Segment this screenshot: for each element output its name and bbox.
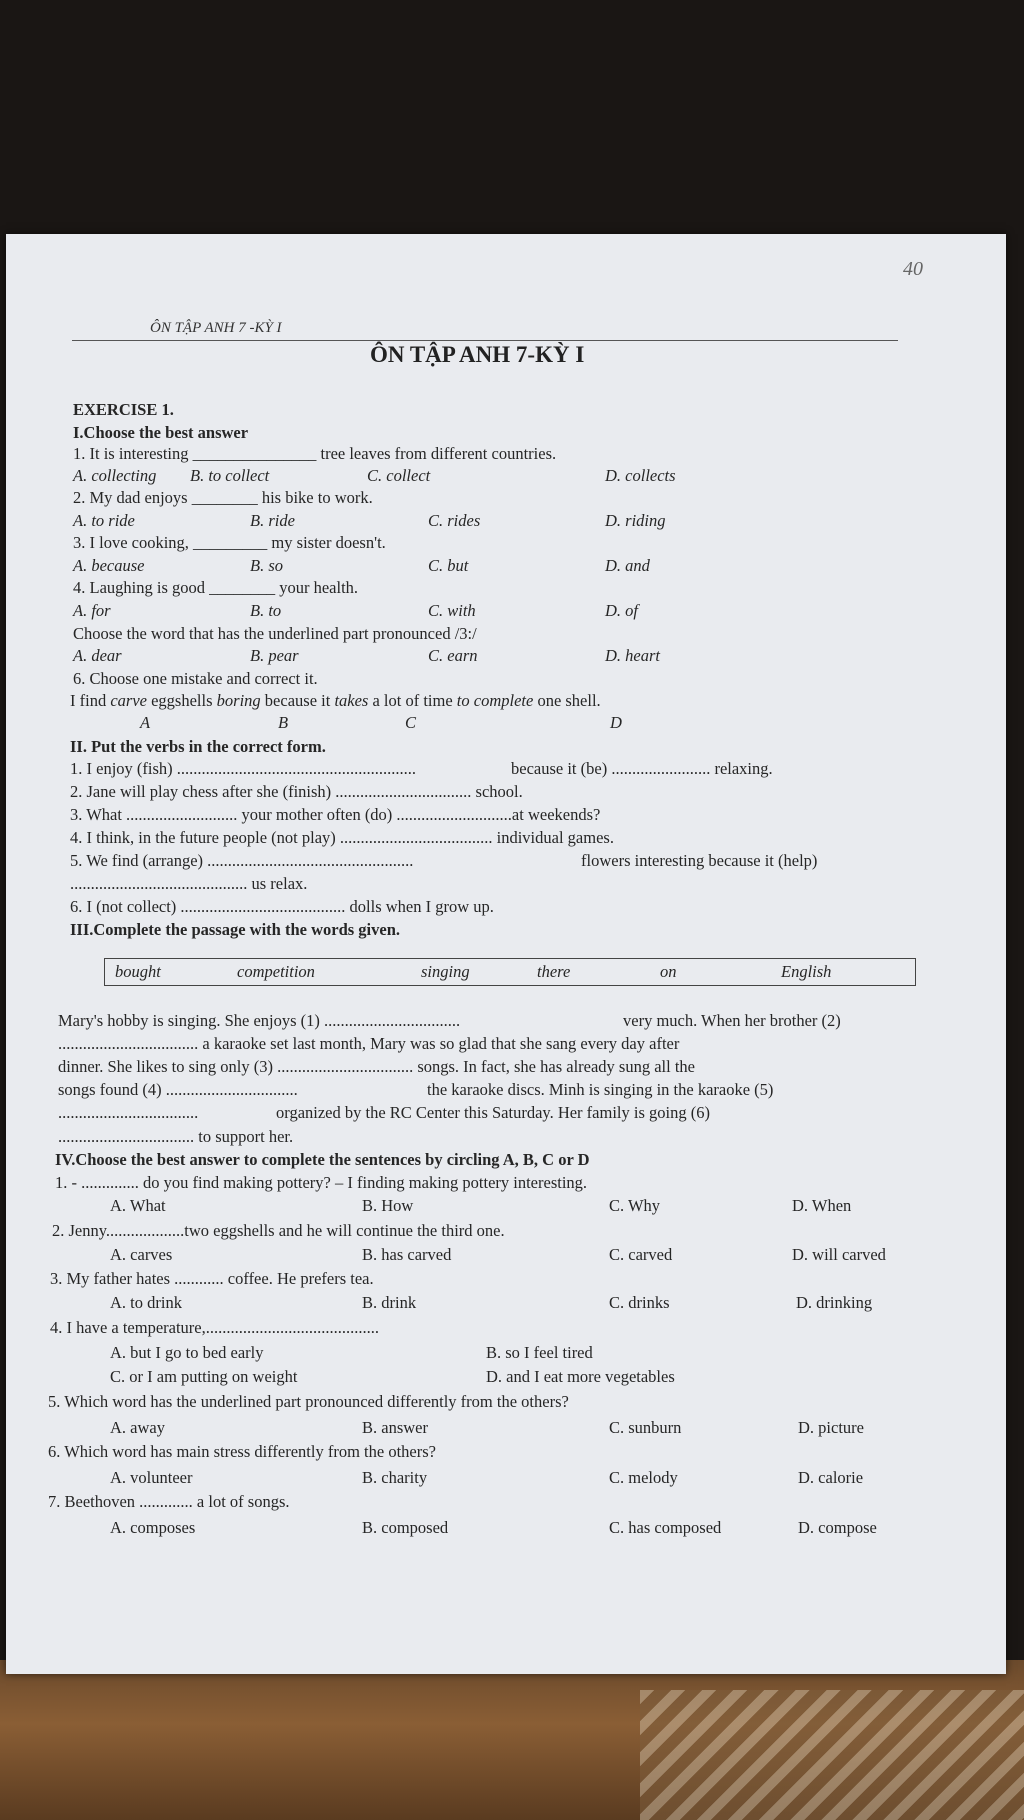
- option-1-2-b: B. ride: [250, 511, 295, 530]
- option-4-6-a: A. volunteer: [110, 1468, 193, 1487]
- word-bank-box: [104, 958, 916, 986]
- passage-line-6: ................................. to support her.: [58, 1127, 294, 1146]
- option-1-1-a: A. collecting: [73, 466, 157, 485]
- option-1-3-b: B. so: [250, 556, 283, 575]
- verb-line-1-end: because it (be) ........................ relaxing.: [511, 759, 773, 778]
- option-1-2-d: D. riding: [605, 511, 666, 530]
- option-1-2-c: C. rides: [428, 511, 481, 530]
- option-4-5-b: B. answer: [362, 1418, 428, 1437]
- option-4-3-b: B. drink: [362, 1293, 417, 1312]
- option-4-2-d: D. will carved: [792, 1245, 886, 1264]
- passage-line-1-end: very much. When her brother (2): [623, 1011, 841, 1030]
- option-4-3-c: C. drinks: [609, 1293, 670, 1312]
- mistake-label-d: D: [610, 713, 622, 732]
- option-1-4-c: C. with: [428, 601, 476, 620]
- question-1-1: 1. It is interesting _______________ tree leaves from different countries.: [73, 444, 557, 463]
- option-4-3-d: D. drinking: [796, 1293, 873, 1312]
- word-bank-item: there: [537, 962, 571, 981]
- option-4-6-b: B. charity: [362, 1468, 428, 1487]
- section-3-heading: III.Complete the passage with the words given.: [70, 920, 400, 939]
- option-4-4-c: C. or I am putting on weight: [110, 1367, 298, 1386]
- option-1-1-b: B. to collect: [190, 466, 270, 485]
- word-bank-item: competition: [237, 962, 315, 981]
- option-4-5-d: D. picture: [798, 1418, 864, 1437]
- option-4-5-c: C. sunburn: [609, 1418, 682, 1437]
- mistake-label-c: C: [405, 713, 417, 732]
- question-1-6: 6. Choose one mistake and correct it.: [73, 669, 318, 688]
- option-1-5-a: A. dear: [73, 646, 122, 665]
- running-header: ÔN TẬP ANH 7 -KỲ I: [150, 320, 282, 336]
- mistake-label-b: B: [278, 713, 289, 732]
- word-bank-item: English: [781, 962, 832, 981]
- verb-line-3: 3. What ........................... your mother often (do) ............................at weekends?: [70, 805, 601, 824]
- option-4-2-c: C. carved: [609, 1245, 673, 1264]
- verb-line-2: 2. Jane will play chess after she (finish) ................................. school.: [70, 782, 523, 801]
- passage-line-5-end: organized by the RC Center this Saturday. Her family is going (6): [276, 1103, 710, 1122]
- option-4-2-a: A. carves: [110, 1245, 173, 1264]
- option-1-5-c: C. earn: [428, 646, 478, 665]
- option-1-5-d: D. heart: [605, 646, 660, 665]
- option-1-5-b: B. pear: [250, 646, 299, 665]
- verb-line-6: 6. I (not collect) ........................................ dolls when I grow up.: [70, 897, 494, 916]
- word-bank-item: bought: [115, 962, 161, 981]
- question-1-5: Choose the word that has the underlined part pronounced /3:/: [73, 624, 477, 643]
- passage-line-4-start: songs found (4) ................................: [58, 1080, 298, 1099]
- option-4-4-a: A. but I go to bed early: [110, 1343, 264, 1362]
- verb-line-5-start: 5. We find (arrange) ..................................................: [70, 851, 414, 870]
- question-4-5: 5. Which word has the underlined part pronounced differently from the others?: [48, 1392, 569, 1411]
- passage-line-3: dinner. She likes to sing only (3) ................................. songs. In fact, she has already sung all the: [58, 1057, 695, 1076]
- verb-line-4: 4. I think, in the future people (not play) ..................................... individual games.: [70, 828, 614, 847]
- option-1-4-d: D. of: [605, 601, 638, 620]
- section-2-heading: II. Put the verbs in the correct form.: [70, 737, 326, 756]
- option-4-7-c: C. has composed: [609, 1518, 722, 1537]
- option-1-3-a: A. because: [73, 556, 145, 575]
- question-4-7: 7. Beethoven ............. a lot of songs.: [48, 1492, 290, 1511]
- option-4-1-d: D. When: [792, 1196, 852, 1215]
- exercise-label: EXERCISE 1.: [73, 400, 174, 419]
- passage-line-1-start: Mary's hobby is singing. She enjoys (1) .................................: [58, 1011, 461, 1030]
- option-4-4-d: D. and I eat more vegetables: [486, 1367, 675, 1386]
- option-4-4-b: B. so I feel tired: [486, 1343, 593, 1362]
- option-1-3-d: D. and: [605, 556, 650, 575]
- question-4-3: 3. My father hates ............ coffee. He prefers tea.: [50, 1269, 374, 1288]
- option-1-1-c: C. collect: [367, 466, 431, 485]
- question-4-1: 1. - .............. do you find making pottery? – I finding making pottery interesting.: [55, 1173, 588, 1192]
- mistake-label-a: A: [140, 713, 151, 732]
- option-4-2-b: B. has carved: [362, 1245, 452, 1264]
- question-4-2: 2. Jenny...................two eggshells and he will continue the third one.: [52, 1221, 505, 1240]
- option-1-4-b: B. to: [250, 601, 282, 620]
- question-4-6: 6. Which word has main stress differently from the others?: [48, 1442, 436, 1461]
- question-1-2: 2. My dad enjoys ________ his bike to work.: [73, 488, 373, 507]
- option-4-5-a: A. away: [110, 1418, 165, 1437]
- passage-line-4-end: the karaoke discs. Minh is singing in the karaoke (5): [427, 1080, 774, 1099]
- word-bank-item: singing: [421, 962, 470, 981]
- question-1-3: 3. I love cooking, _________ my sister doesn't.: [73, 533, 386, 552]
- section-4-heading: IV.Choose the best answer to complete the sentences by circling A, B, C or D: [55, 1150, 590, 1169]
- option-4-3-a: A. to drink: [110, 1293, 182, 1312]
- question-4-4: 4. I have a temperature,..........................................: [50, 1318, 380, 1337]
- option-4-6-d: D. calorie: [798, 1468, 864, 1487]
- page-title: ÔN TẬP ANH 7-KỲ I: [370, 342, 585, 367]
- header-rule: [72, 340, 898, 341]
- page-number: 40: [903, 258, 923, 280]
- option-4-7-a: A. composes: [110, 1518, 196, 1537]
- option-4-1-a: A. What: [110, 1196, 166, 1215]
- verb-line-5-end: flowers interesting because it (help): [581, 851, 818, 870]
- option-1-3-c: C. but: [428, 556, 469, 575]
- option-1-2-a: A. to ride: [73, 511, 135, 530]
- floor-tile-pattern: [640, 1690, 1024, 1820]
- option-4-6-c: C. melody: [609, 1468, 678, 1487]
- verb-line-1-start: 1. I enjoy (fish) ..........................................................: [70, 759, 417, 778]
- question-1-4: 4. Laughing is good ________ your health.: [73, 578, 359, 597]
- option-4-7-d: D. compose: [798, 1518, 877, 1537]
- question-1-6-sentence: I find carve eggshells boring because it takes a lot of time to complete one shell.: [70, 691, 601, 710]
- option-4-7-b: B. composed: [362, 1518, 449, 1537]
- passage-line-5-start: ..................................: [58, 1103, 199, 1122]
- section-1-heading: I.Choose the best answer: [73, 423, 249, 442]
- option-1-1-d: D. collects: [605, 466, 676, 485]
- word-bank-item: on: [660, 962, 677, 981]
- verb-line-5-cont: ........................................... us relax.: [70, 874, 308, 893]
- option-4-1-b: B. How: [362, 1196, 414, 1215]
- option-1-4-a: A. for: [73, 601, 111, 620]
- passage-line-2: .................................. a karaoke set last month, Mary was so glad that she sang every day after: [58, 1034, 680, 1053]
- option-4-1-c: C. Why: [609, 1196, 661, 1215]
